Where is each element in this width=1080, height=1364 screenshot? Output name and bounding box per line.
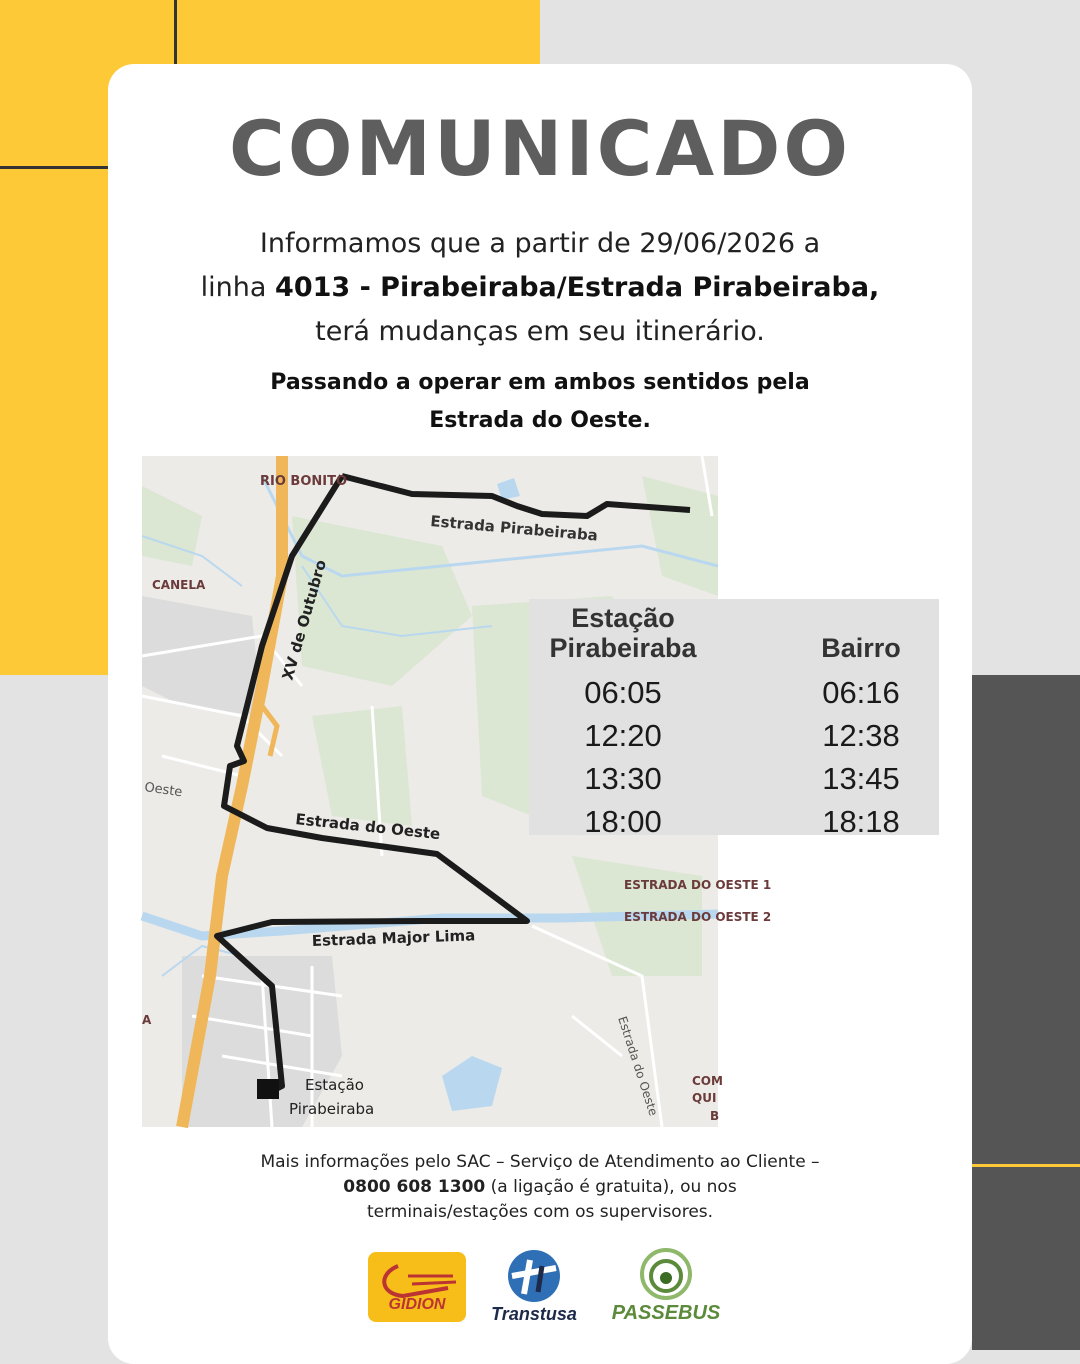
footer-info xyxy=(0,1150,1080,1225)
schedule-header-bairro xyxy=(761,599,961,663)
transtusa-logo xyxy=(484,1246,584,1336)
label-estrada-major-lima: Estrada Major Lima xyxy=(311,926,476,950)
footer-line-2-rest: (a ligação é gratuita), ou nos xyxy=(485,1177,737,1197)
schedule-time: 18:18 xyxy=(822,804,900,839)
intro-line-2 xyxy=(0,266,1080,310)
label-b: B xyxy=(710,1109,720,1123)
intro-text xyxy=(0,222,1080,354)
schedule-table xyxy=(529,599,939,839)
label-com: COM xyxy=(692,1074,723,1088)
label-canela: CANELA xyxy=(152,578,206,592)
schedule-time: 12:20 xyxy=(584,718,662,753)
passebus-logo-text: PASSEBUS xyxy=(611,1302,721,1324)
schedule-times-station xyxy=(523,663,723,843)
label-pirabeiraba: Pirabeiraba xyxy=(289,1100,375,1118)
label-xv-outubro: XV de Outubro xyxy=(278,557,331,683)
passebus-emblem-icon xyxy=(606,1246,726,1302)
schedule-header-station-line2: Pirabeiraba xyxy=(549,633,697,663)
label-estrada-oeste-1: ESTRADA DO OESTE 1 xyxy=(624,878,772,892)
label-estacao: Estação xyxy=(305,1076,364,1094)
label-rio-bonito: RIO BONITO xyxy=(260,474,348,489)
schedule-time: 06:16 xyxy=(822,675,900,710)
label-qui: QUI xyxy=(692,1091,717,1105)
schedule-column-station xyxy=(523,599,723,843)
page-title: COMUNICADO xyxy=(229,104,851,193)
background-dark-block xyxy=(972,675,1080,1350)
gidion-logo xyxy=(368,1246,466,1336)
schedule-time: 12:38 xyxy=(822,718,900,753)
label-estrada-oeste-2: ESTRADA DO OESTE 2 xyxy=(624,910,772,924)
schedule-time: 06:05 xyxy=(584,675,662,710)
line-name: 4013 - Pirabeiraba/Estrada Pirabeiraba, xyxy=(275,272,880,303)
schedule-column-bairro xyxy=(761,599,961,843)
station-marker xyxy=(257,1079,279,1099)
sac-phone-number[interactable]: 0800 608 1300 xyxy=(343,1177,486,1197)
transtusa-emblem-icon xyxy=(484,1246,584,1306)
subhead-line-1: Passando a operar em ambos sentidos pela xyxy=(270,370,810,395)
footer-line-3: terminais/estações com os supervisores. xyxy=(366,1202,714,1222)
schedule-time: 13:45 xyxy=(822,761,900,796)
label-estrada-do-oeste: Estrada do Oeste xyxy=(294,810,442,844)
footer-line-1: Mais informações pelo SAC – Serviço de Atendimento ao Cliente – xyxy=(260,1152,820,1172)
schedule-header-station xyxy=(523,599,723,663)
subhead xyxy=(0,364,1080,440)
label-estrada-pirabeiraba: Estrada Pirabeiraba xyxy=(429,512,599,545)
subhead-line-2: Estrada do Oeste. xyxy=(429,408,651,433)
schedule-time: 13:30 xyxy=(584,761,662,796)
intro-line-3: terá mudanças em seu itinerário. xyxy=(315,316,765,347)
intro-line-1: Informamos que a partir de 29/06/2026 a xyxy=(259,228,821,259)
schedule-times-bairro xyxy=(761,663,961,843)
schedule-time: 18:00 xyxy=(584,804,662,839)
gidion-logo-text: GIDION xyxy=(388,1296,446,1313)
label-estrada-oeste-vertical: Estrada do Oeste xyxy=(615,1014,661,1118)
transtusa-logo-text: Transtusa xyxy=(491,1304,577,1324)
background-line-vertical xyxy=(174,0,177,64)
logo-bar xyxy=(360,1246,740,1336)
schedule-header-station-line1: Estação xyxy=(571,603,675,633)
label-a: A xyxy=(142,1013,152,1027)
schedule-header-bairro-text: Bairro xyxy=(821,633,901,663)
passebus-logo xyxy=(606,1246,726,1336)
footer-line-2 xyxy=(0,1175,1080,1200)
intro-line-2-prefix: linha xyxy=(200,272,276,303)
label-oeste-left: Oeste xyxy=(143,780,184,801)
